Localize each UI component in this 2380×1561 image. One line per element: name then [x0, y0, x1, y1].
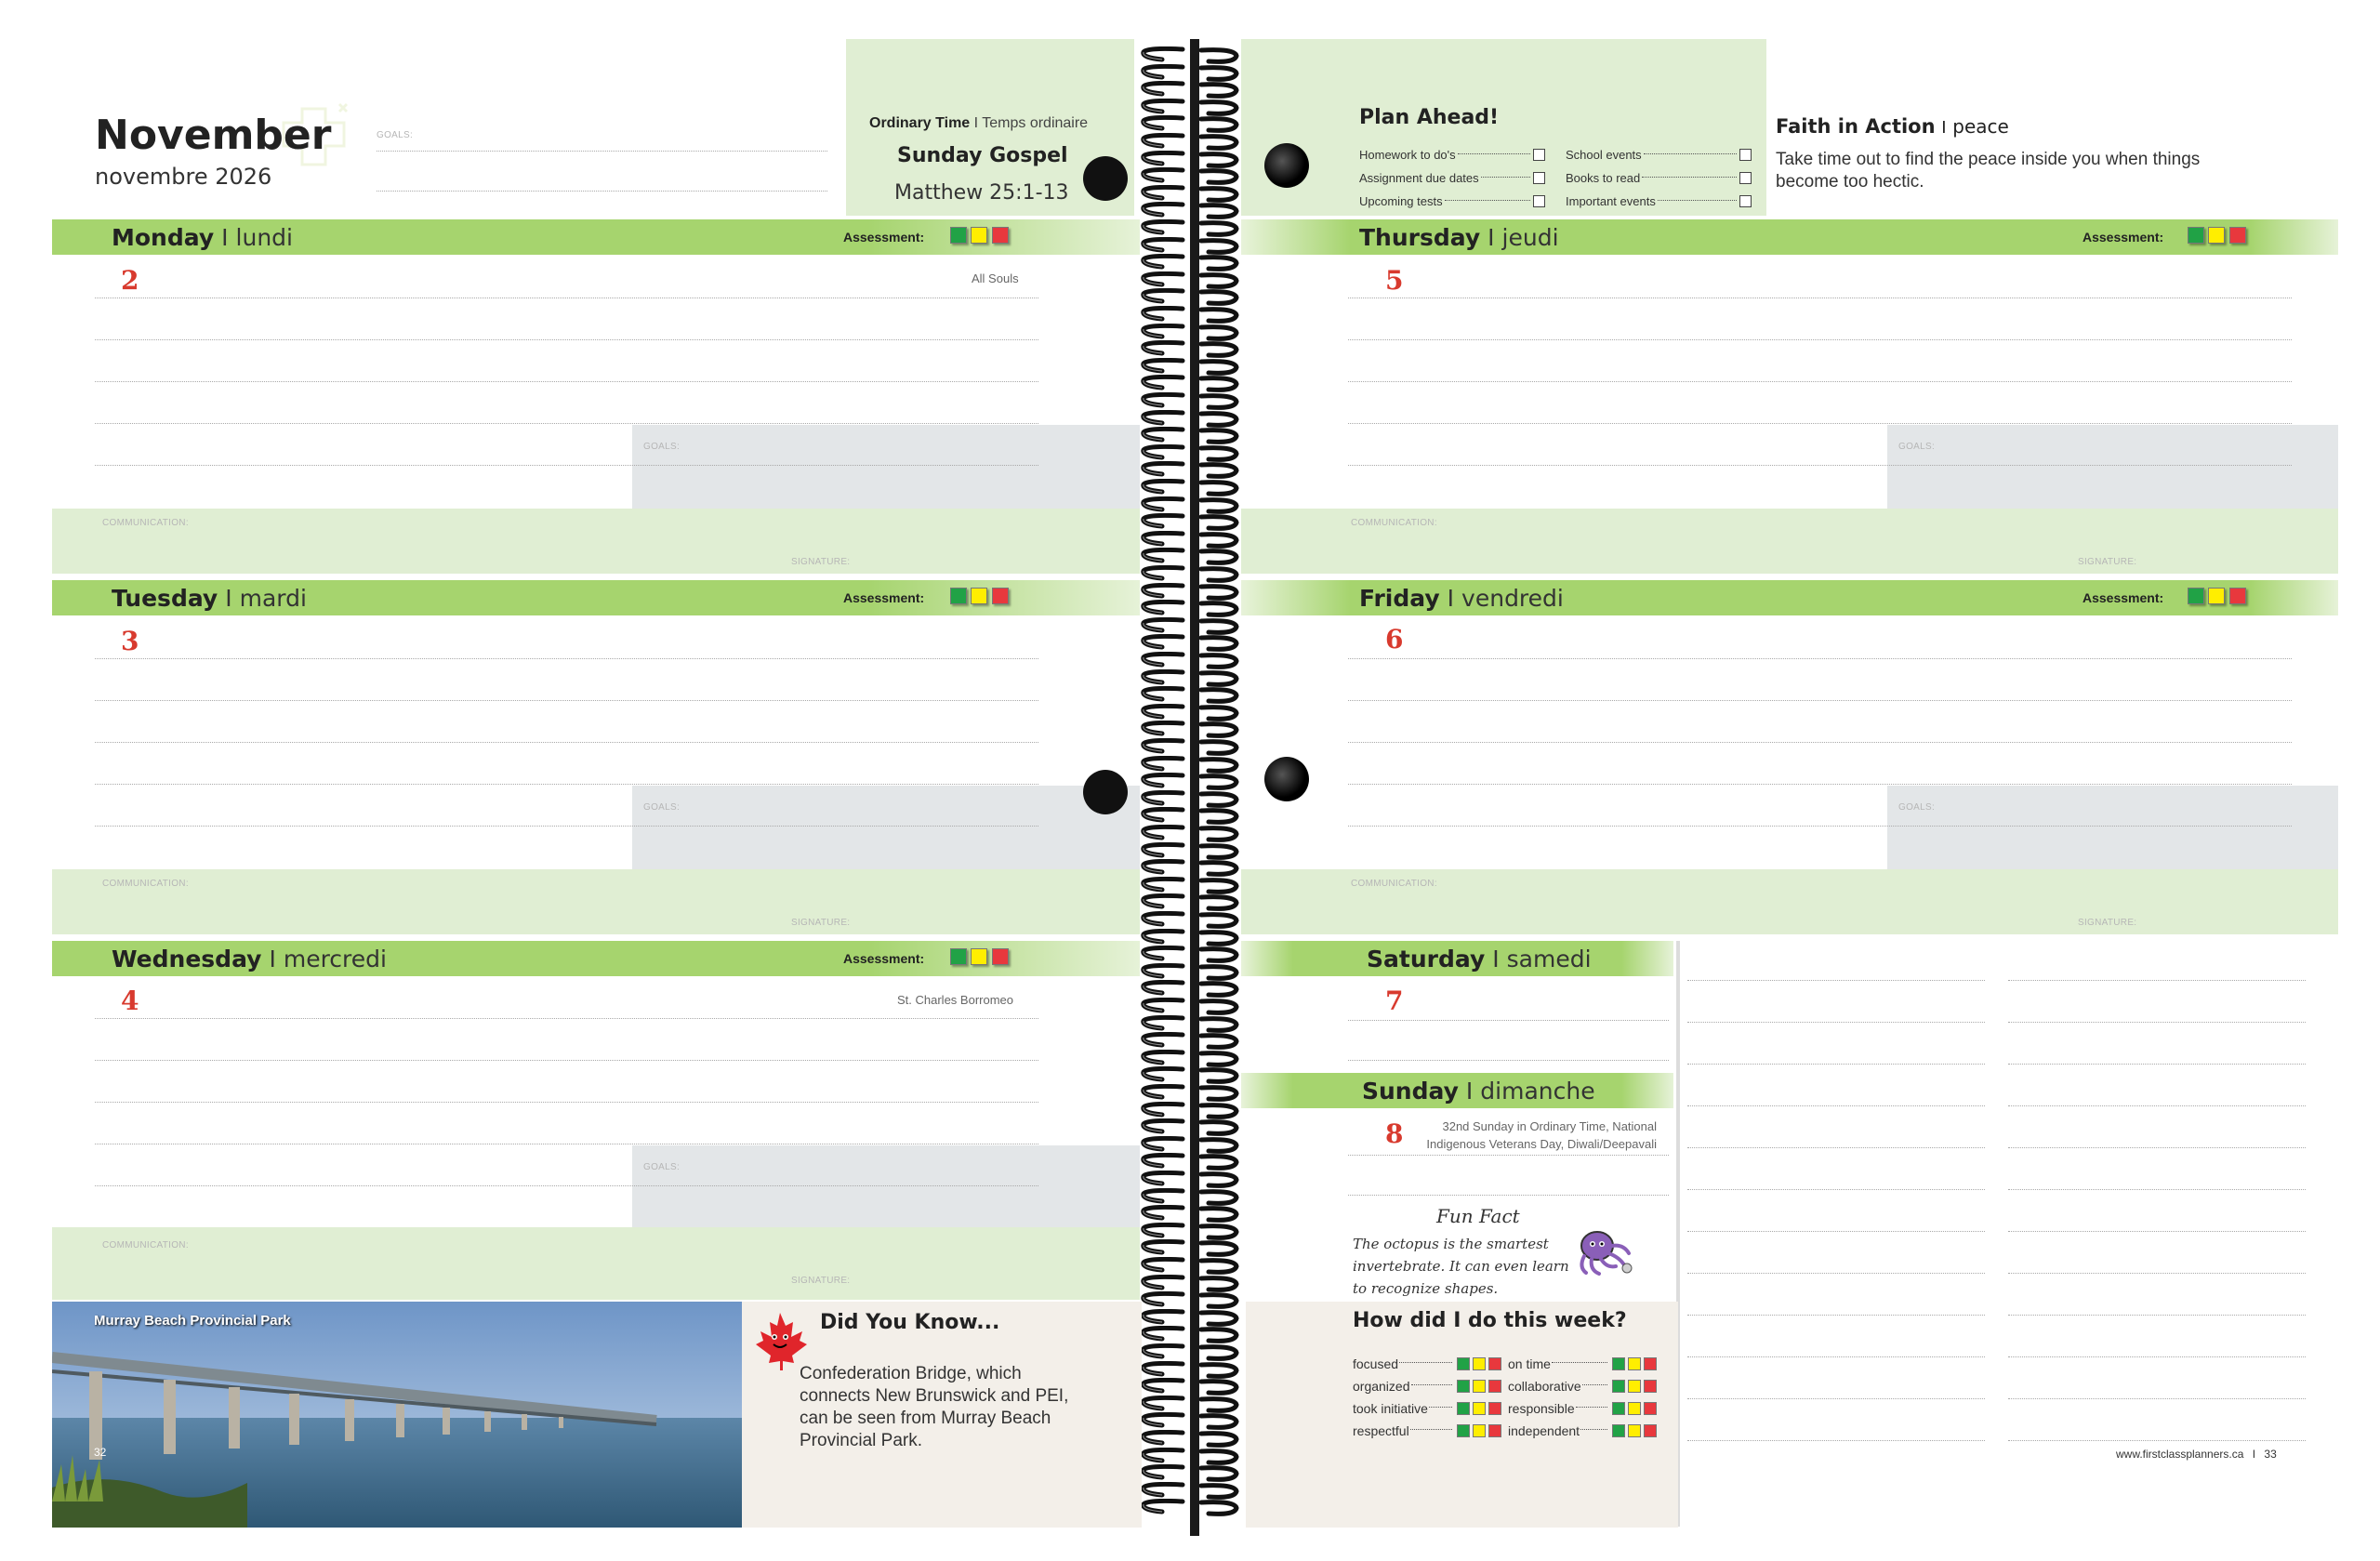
punch-hole — [1083, 156, 1128, 201]
red-square[interactable] — [1488, 1424, 1501, 1437]
green-square[interactable] — [1457, 1380, 1470, 1393]
checkbox[interactable] — [1533, 172, 1545, 184]
date-number: 2 — [121, 265, 139, 296]
day-note: St. Charles Borromeo — [897, 993, 1013, 1007]
day-name: Sunday — [1362, 1077, 1459, 1105]
green-square[interactable] — [2188, 227, 2204, 244]
yellow-square[interactable] — [1473, 1380, 1486, 1393]
green-square[interactable] — [2188, 588, 2204, 604]
notes-line[interactable] — [2008, 1147, 2306, 1148]
write-line[interactable] — [95, 658, 1038, 659]
day-name-fr: lundi — [235, 223, 293, 251]
notes-line[interactable] — [1687, 1231, 1985, 1232]
notes-line[interactable] — [1687, 980, 1985, 981]
green-square[interactable] — [1457, 1402, 1470, 1415]
header-goals-line-2[interactable] — [377, 191, 827, 192]
spiral-binding — [1134, 46, 1255, 1525]
review-item: respectful — [1353, 1420, 1501, 1442]
saturday-header: Saturday I samedi — [1241, 941, 1673, 976]
notes-line[interactable] — [1687, 1440, 1985, 1441]
green-square[interactable] — [1457, 1424, 1470, 1437]
notes-line[interactable] — [2008, 1105, 2306, 1106]
day-name: Wednesday — [112, 945, 262, 972]
write-line[interactable] — [1348, 381, 2292, 382]
goals-area[interactable]: GOALS: — [632, 786, 1140, 869]
yellow-square[interactable] — [2208, 227, 2225, 244]
yellow-square[interactable] — [1473, 1357, 1486, 1370]
plan-ahead-left-list — [1359, 143, 1545, 213]
green-square[interactable] — [1612, 1424, 1625, 1437]
notes-line[interactable] — [1687, 1356, 1985, 1357]
assessment-label: Assessment: — [2082, 230, 2164, 245]
website-link[interactable]: www.firstclassplanners.ca — [2116, 1448, 2244, 1461]
assessment-label: Assessment: — [843, 590, 925, 605]
review-item: collaborative — [1508, 1375, 1657, 1397]
day-name-fr: vendredi — [1461, 584, 1564, 612]
notes-line[interactable] — [2008, 1189, 2306, 1190]
red-square[interactable] — [2229, 227, 2246, 244]
yellow-square[interactable] — [1473, 1402, 1486, 1415]
plan-item[interactable]: Important events — [1566, 190, 1752, 213]
green-square[interactable] — [1612, 1402, 1625, 1415]
friday-header: Friday I vendredi Assessment: — [1241, 580, 2338, 615]
punch-hole — [1264, 757, 1309, 801]
assessment-label: Assessment: — [843, 230, 925, 245]
notes-line[interactable] — [2008, 1398, 2306, 1399]
day-name: Friday — [1359, 584, 1440, 612]
plan-item[interactable]: Upcoming tests — [1359, 190, 1545, 213]
communication-area[interactable]: COMMUNICATION: SIGNATURE: — [52, 869, 1140, 934]
date-number: 5 — [1385, 265, 1404, 296]
green-square[interactable] — [1612, 1380, 1625, 1393]
write-line[interactable] — [1348, 826, 2292, 827]
checkbox[interactable] — [1739, 195, 1752, 207]
monday-header: Monday I lundi Assessment: — [52, 219, 1140, 255]
day-name: Saturday — [1367, 945, 1486, 972]
write-line[interactable] — [1348, 423, 2292, 424]
plan-item[interactable]: Books to read — [1566, 166, 1752, 190]
write-line[interactable] — [1348, 742, 2292, 743]
yellow-square[interactable] — [971, 227, 987, 244]
notes-line[interactable] — [2008, 1273, 2306, 1274]
date-number: 6 — [1385, 624, 1404, 655]
notes-line[interactable] — [2008, 980, 2306, 981]
month-subtitle: novembre 2026 — [95, 164, 272, 190]
did-you-know-text: Confederation Bridge, which connects New Brunswick and PEI, can be seen from Murray Beach Provincial Park. — [800, 1364, 1069, 1450]
communication-area[interactable]: COMMUNICATION: SIGNATURE: — [1241, 509, 2338, 574]
date-number: 3 — [121, 626, 139, 656]
page-number-right: 33 — [2264, 1448, 2277, 1461]
green-square[interactable] — [950, 948, 967, 965]
date-number: 8 — [1385, 1118, 1404, 1149]
green-square[interactable] — [1612, 1357, 1625, 1370]
day-name: Monday — [112, 223, 215, 251]
day-name-fr: jeudi — [1501, 223, 1559, 251]
red-square[interactable] — [992, 227, 1009, 244]
write-line[interactable] — [95, 381, 1038, 382]
week-review-right — [1508, 1353, 1657, 1442]
notes-line[interactable] — [1687, 1398, 1985, 1399]
review-item: independent — [1508, 1420, 1657, 1442]
assessment-squares — [950, 948, 1009, 970]
gospel-reading: Matthew 25:1-13 — [894, 181, 1069, 205]
write-line[interactable] — [95, 339, 1038, 340]
checkbox[interactable] — [1533, 149, 1545, 161]
write-line[interactable] — [1348, 339, 2292, 340]
yellow-square[interactable] — [971, 588, 987, 604]
write-line[interactable] — [1348, 784, 2292, 785]
plan-item[interactable]: Homework to do's — [1359, 143, 1545, 166]
communication-area[interactable]: COMMUNICATION: SIGNATURE: — [1241, 869, 2338, 934]
checkbox[interactable] — [1739, 149, 1752, 161]
green-square[interactable] — [950, 227, 967, 244]
yellow-square[interactable] — [971, 948, 987, 965]
assessment-label: Assessment: — [2082, 590, 2164, 605]
notes-line[interactable] — [1687, 1147, 1985, 1148]
red-square[interactable] — [992, 588, 1009, 604]
assessment-squares — [950, 227, 1009, 248]
write-line[interactable] — [1348, 465, 2292, 466]
assessment-squares — [2188, 588, 2246, 609]
red-square[interactable] — [1644, 1424, 1657, 1437]
write-line[interactable] — [95, 742, 1038, 743]
plan-item[interactable]: Assignment due dates — [1359, 166, 1545, 190]
notes-line[interactable] — [2008, 1022, 2306, 1023]
write-line[interactable] — [95, 826, 1038, 827]
header-goals-label: GOALS: — [377, 130, 414, 140]
red-square[interactable] — [2229, 588, 2246, 604]
day-name: Thursday — [1359, 223, 1481, 251]
page-number-left: 32 — [94, 1446, 107, 1459]
red-square[interactable] — [992, 948, 1009, 965]
photo-caption: Murray Beach Provincial Park — [94, 1313, 291, 1329]
day-name-fr: dimanche — [1480, 1077, 1595, 1105]
review-item: organized — [1353, 1375, 1501, 1397]
notes-line[interactable] — [1687, 1105, 1985, 1106]
yellow-square[interactable] — [1628, 1402, 1641, 1415]
write-line[interactable] — [1348, 1155, 1669, 1156]
plan-item[interactable]: School events — [1566, 143, 1752, 166]
notes-line[interactable] — [1687, 1189, 1985, 1190]
yellow-square[interactable] — [2208, 588, 2225, 604]
header-goals-line[interactable] — [377, 151, 827, 152]
goals-area[interactable]: GOALS: — [632, 1145, 1140, 1227]
notes-line[interactable] — [1687, 1273, 1985, 1274]
notes-line[interactable] — [2008, 1315, 2306, 1316]
week-review-left — [1353, 1353, 1501, 1442]
write-line[interactable] — [95, 700, 1038, 701]
yellow-square[interactable] — [1473, 1424, 1486, 1437]
footer: www.firstclassplanners.ca I 33 — [2116, 1448, 2277, 1461]
date-number: 7 — [1385, 986, 1404, 1016]
write-line[interactable] — [95, 465, 1038, 466]
day-name-fr: mardi — [239, 584, 307, 612]
yellow-square[interactable] — [1628, 1424, 1641, 1437]
notes-line[interactable] — [1687, 1022, 1985, 1023]
day-name-fr: mercredi — [283, 945, 387, 972]
plan-ahead-title: Plan Ahead! — [1359, 106, 1500, 129]
octopus-icon — [1569, 1225, 1636, 1283]
green-square[interactable] — [950, 588, 967, 604]
fun-fact-title: Fun Fact — [1436, 1205, 1520, 1227]
review-item: took initiative — [1353, 1397, 1501, 1420]
punch-hole — [1264, 143, 1309, 188]
write-line[interactable] — [95, 1018, 1038, 1019]
notes-line[interactable] — [2008, 1440, 2306, 1441]
review-item: focused — [1353, 1353, 1501, 1375]
fun-fact-text: The octopus is the smartest invertebrate. It can even learn to recognize shapes. — [1353, 1236, 1569, 1297]
month-title: November — [95, 112, 332, 159]
write-line[interactable] — [95, 1060, 1038, 1061]
gospel-title: Sunday Gospel — [897, 144, 1068, 167]
red-square[interactable] — [1644, 1402, 1657, 1415]
notes-line[interactable] — [1687, 1064, 1985, 1065]
red-square[interactable] — [1644, 1380, 1657, 1393]
notes-line[interactable] — [2008, 1064, 2306, 1065]
assessment-squares — [950, 588, 1009, 609]
date-number: 4 — [121, 986, 139, 1016]
sunday-header: Sunday I dimanche — [1241, 1073, 1673, 1108]
gospel-season: Ordinary Time I Temps ordinaire — [869, 115, 1089, 131]
goals-area[interactable]: GOALS: — [1887, 786, 2338, 869]
notes-line[interactable] — [2008, 1356, 2306, 1357]
communication-area[interactable]: COMMUNICATION: SIGNATURE: — [52, 1227, 1140, 1300]
spiral-coil — [1134, 1499, 1246, 1519]
week-review-title: How did I do this week? — [1353, 1309, 1627, 1332]
goals-area[interactable]: GOALS: — [1887, 425, 2338, 509]
review-item: responsible — [1508, 1397, 1657, 1420]
communication-area[interactable]: COMMUNICATION: SIGNATURE: — [52, 509, 1140, 574]
yellow-square[interactable] — [1628, 1380, 1641, 1393]
write-line[interactable] — [95, 784, 1038, 785]
day-name-fr: samedi — [1506, 945, 1592, 972]
day-note: All Souls — [972, 271, 1019, 285]
checkbox[interactable] — [1533, 195, 1545, 207]
green-square[interactable] — [1457, 1357, 1470, 1370]
red-square[interactable] — [1488, 1380, 1501, 1393]
write-line[interactable] — [1348, 700, 2292, 701]
goals-area[interactable]: GOALS: — [632, 425, 1140, 509]
red-square[interactable] — [1488, 1402, 1501, 1415]
write-line[interactable] — [1348, 658, 2292, 659]
write-line[interactable] — [95, 1102, 1038, 1103]
notes-area[interactable] — [1687, 941, 2292, 1462]
notes-line[interactable] — [1687, 1315, 1985, 1316]
write-line[interactable] — [1348, 1020, 1669, 1021]
assessment-squares — [2188, 227, 2246, 248]
write-line[interactable] — [1348, 1195, 1669, 1196]
faith-text: Take time out to find the peace inside you when things become too hectic. — [1776, 150, 2201, 192]
did-you-know-title: Did You Know... — [820, 1311, 1000, 1334]
thursday-header: Thursday I jeudi Assessment: — [1241, 219, 2338, 255]
red-square[interactable] — [1488, 1357, 1501, 1370]
bridge-photo — [52, 1302, 742, 1528]
write-line[interactable] — [95, 423, 1038, 424]
red-square[interactable] — [1644, 1357, 1657, 1370]
write-line[interactable] — [95, 1185, 1038, 1186]
wednesday-header: Wednesday I mercredi Assessment: — [52, 941, 1140, 976]
punch-hole — [1083, 770, 1128, 814]
write-line[interactable] — [1348, 1060, 1669, 1061]
faith-title: Faith in Action I peace — [1776, 115, 2009, 138]
sunday-note: 32nd Sunday in Ordinary Time, National Indigenous Veterans Day, Diwali/Deepavali — [1426, 1119, 1657, 1151]
yellow-square[interactable] — [1628, 1357, 1641, 1370]
checkbox[interactable] — [1739, 172, 1752, 184]
plan-ahead-right-list — [1566, 143, 1752, 213]
review-item: on time — [1508, 1353, 1657, 1375]
assessment-label: Assessment: — [843, 951, 925, 966]
tuesday-header: Tuesday I mardi Assessment: — [52, 580, 1140, 615]
notes-line[interactable] — [2008, 1231, 2306, 1232]
day-name: Tuesday — [112, 584, 218, 612]
